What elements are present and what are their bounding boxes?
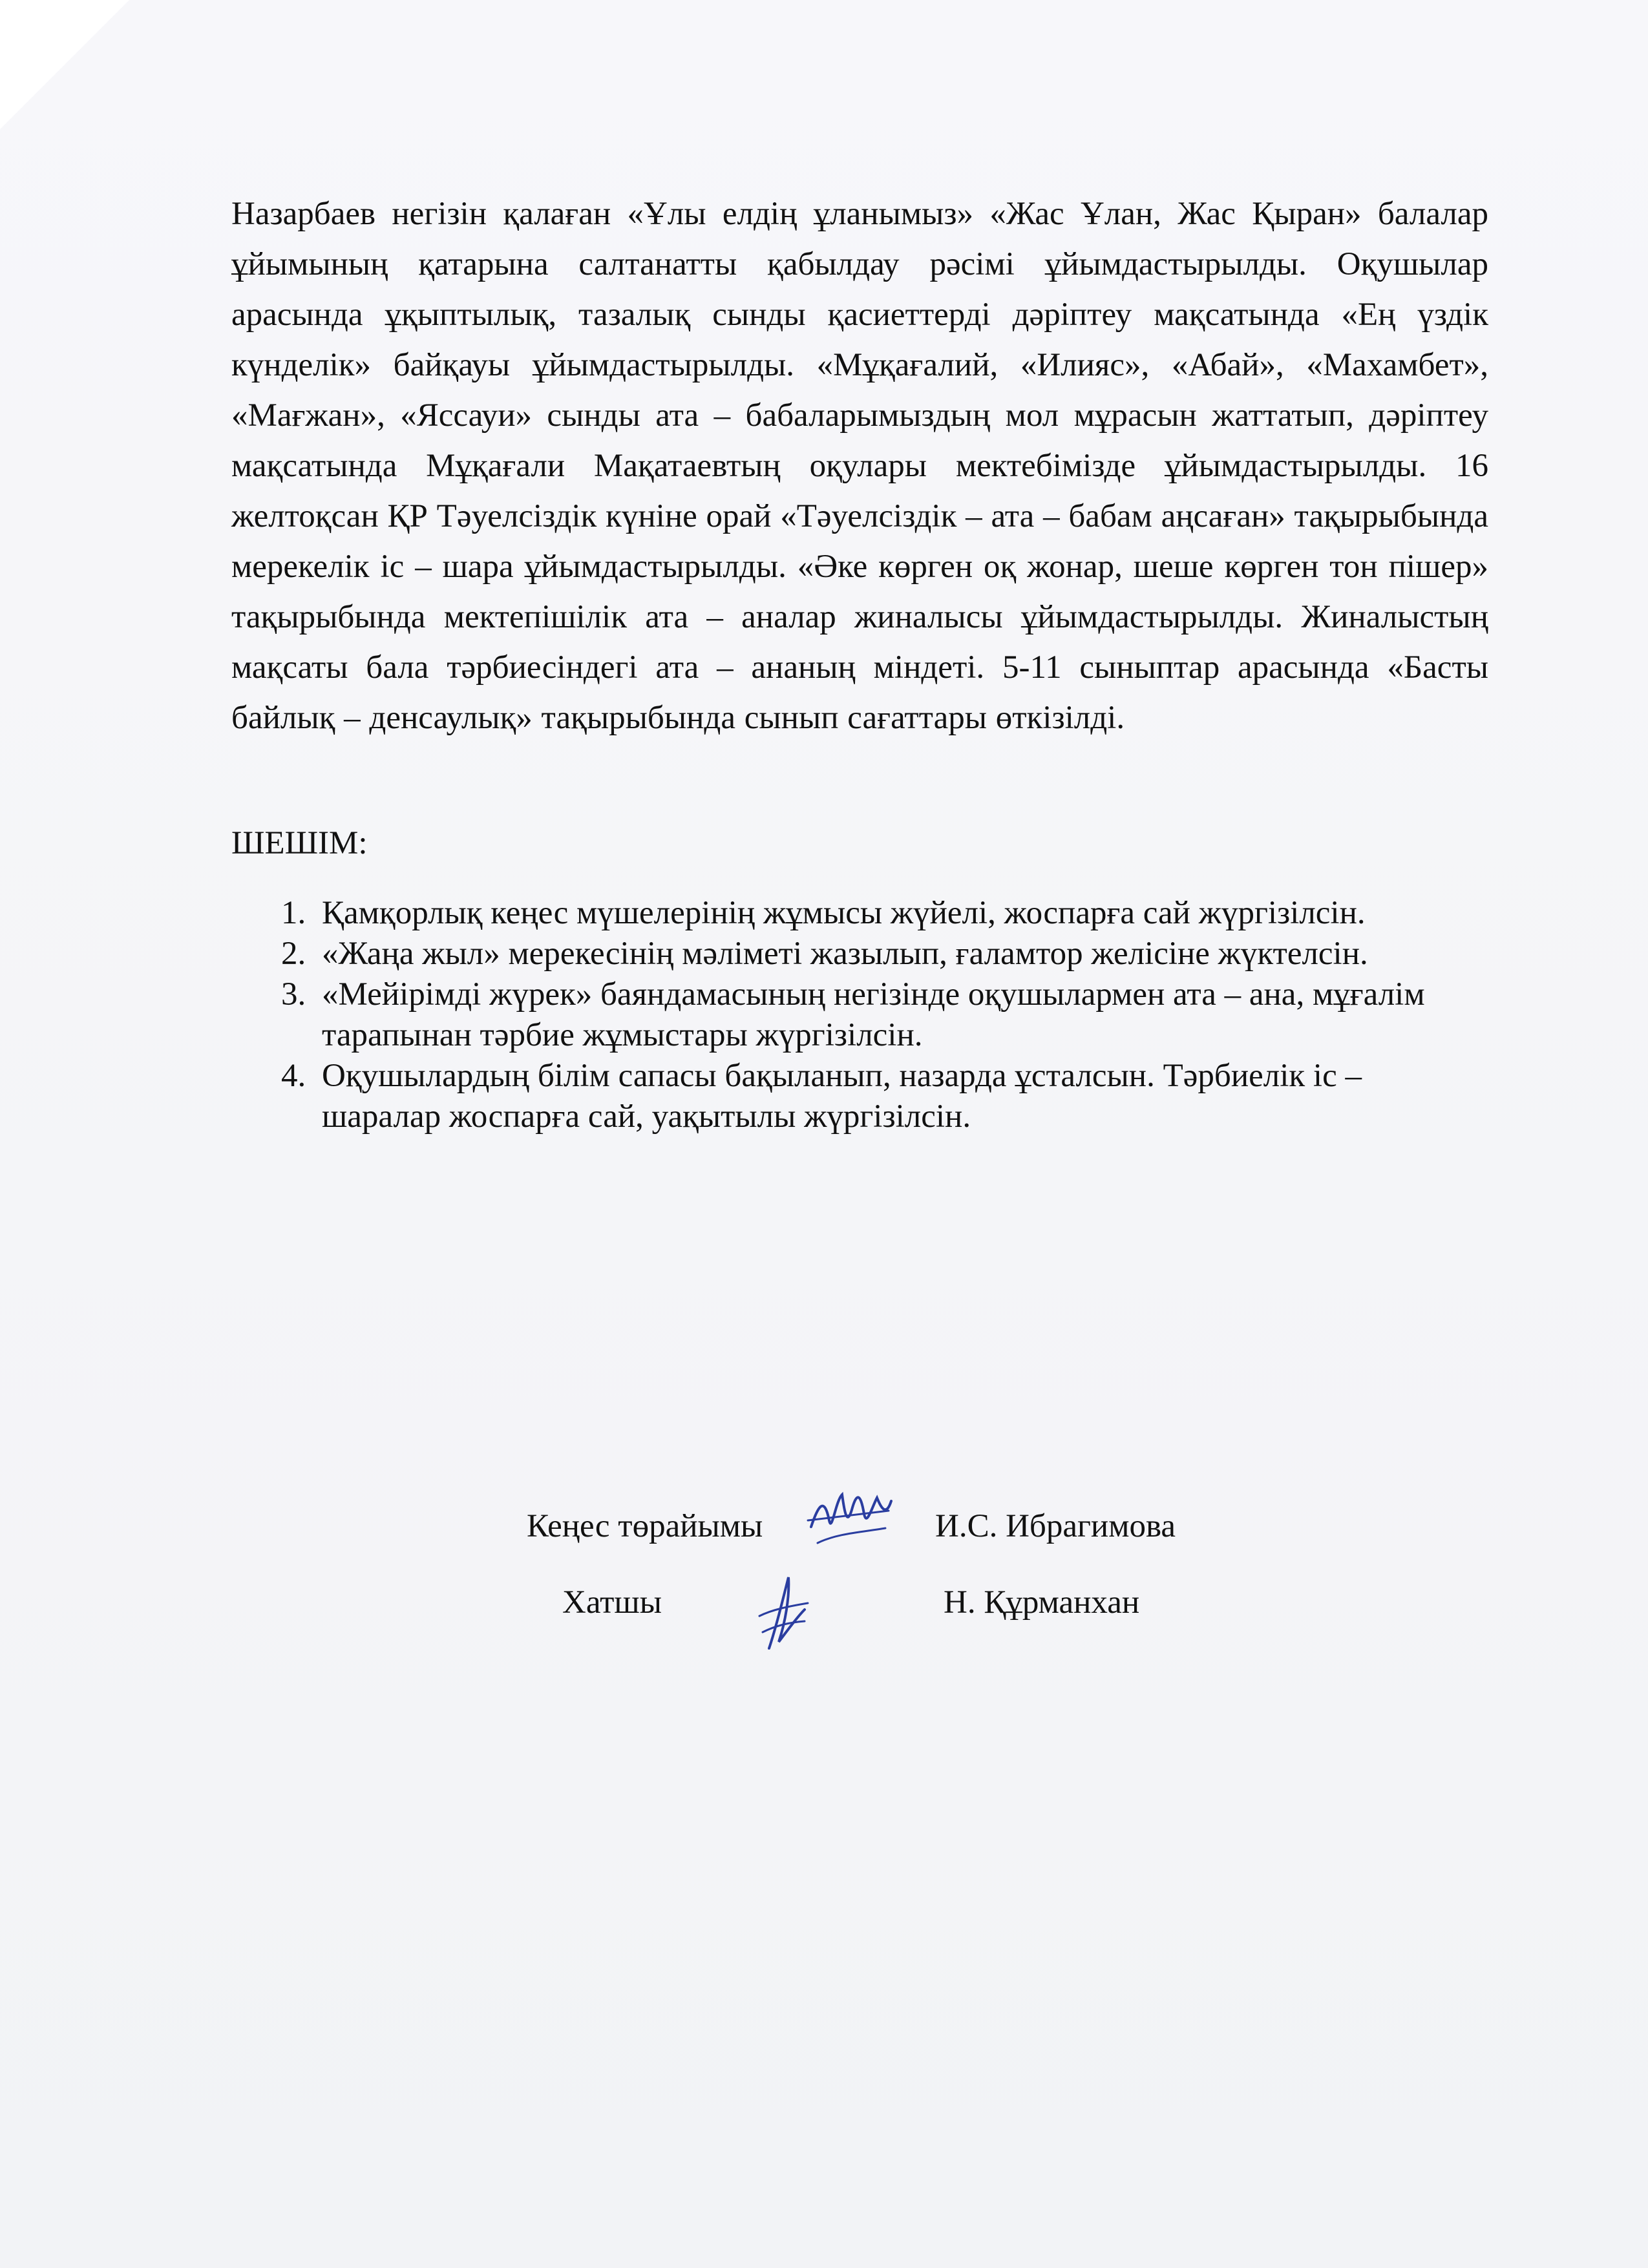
decision-item: 2. «Жаңа жыл» мерекесінің мәліметі жазылып, ғаламтор желісіне жүктелсін.	[314, 934, 1488, 974]
handwritten-signature-icon	[750, 1571, 814, 1661]
handwritten-signature-icon	[805, 1482, 895, 1553]
signature-role: Хатшы	[562, 1584, 662, 1621]
decision-item: 4. Оқушылардың білім сапасы бақыланып, назарда ұсталсын. Тәрбиелік іс – шаралар жоспарға сай, уақытылы жүргізілсін.	[314, 1056, 1488, 1137]
signature-name: И.С. Ибрагимова	[935, 1508, 1176, 1544]
signature-name: Н. Құрманхан	[944, 1584, 1140, 1621]
document-content	[231, 189, 1488, 1137]
decision-item: 3. «Мейірімді жүрек» баяндамасының негізінде оқушылармен ата – ана, мұғалім тарапынан тәрбие жұмыстары жүргізілсін.	[314, 974, 1488, 1056]
decision-title: ШЕШІМ:	[231, 825, 368, 861]
signature-row-secretary	[0, 1584, 1648, 1635]
signature-row-chair	[0, 1507, 1648, 1559]
signature-role: Кеңес төрайымы	[527, 1508, 763, 1544]
body-paragraph: Назарбаев негізін қалаған «Ұлы елдің ұланымыз» «Жас Ұлан, Жас Қыран» балалар ұйымының қатарына салтанатты қабылдау рәсімі ұйымдастырылды. Оқушылар арасында ұқыптылық, тазалық сынды қасиеттерді дәріптеу мақсатында «Ең үздік күнделік» байқауы ұйымдастырылды. «Мұқағалий, «Илияс», «Абай», «Махамбет», «Мағжан», «Яссауи» сынды ата – бабаларымыздың мол мұрасын жаттатып, дәріптеу мақсатында Мұқағали Мақатаевтың оқулары мектебімізде ұйымдастырылды. 16 желтоқсан ҚР Тәуелсіздік күніне орай «Тәуелсіздік – ата – бабам аңсаған» тақырыбында мерекелік іс – шара ұйымдастырылды. «Әке көрген оқ жонар, шеше көрген тон пішер» тақырыбында мектепішілік ата – аналар жиналысы ұйымдастырылды. Жиналыстың мақсаты бала тәрбиесіндегі ата – ананың міндеті. 5-11 сыныптар арасында «Басты байлық – денсаулық» тақырыбында сынып сағаттары өткізілді.	[231, 196, 1488, 736]
folded-corner	[0, 0, 129, 129]
decision-list	[231, 893, 1488, 1137]
decision-item: 1. Қамқорлық кеңес мүшелерінің жұмысы жүйелі, жоспарға сай жүргізілсін.	[314, 893, 1488, 934]
